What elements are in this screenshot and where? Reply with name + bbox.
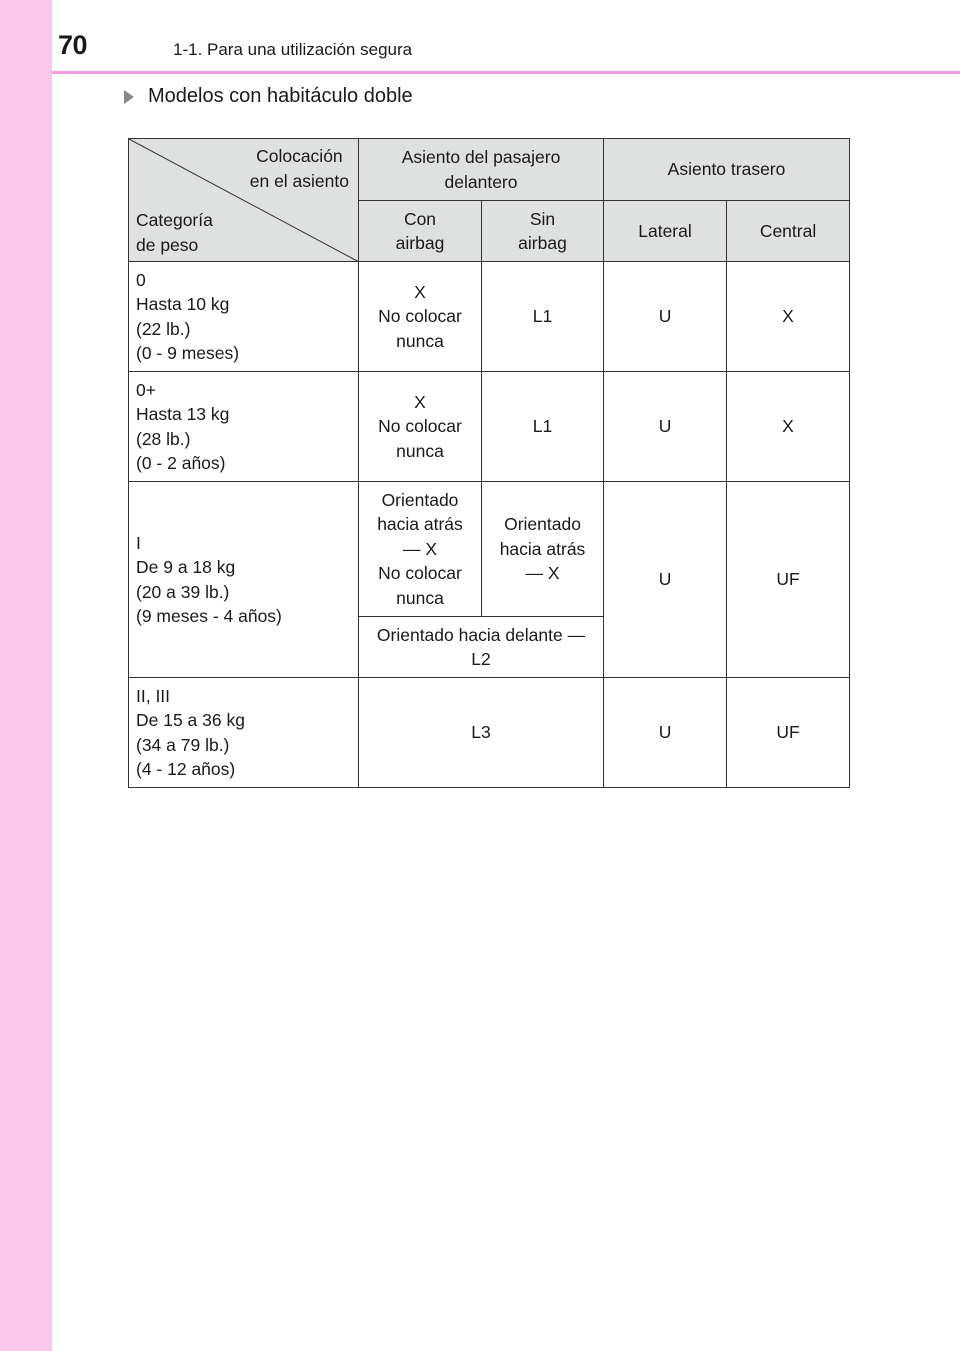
front-passenger-cell: L3 (359, 678, 604, 788)
seat-suitability-table (128, 138, 850, 788)
lateral-header: Lateral (604, 201, 727, 262)
central-cell: X (727, 262, 850, 372)
rear-seat-header: Asiento trasero (604, 139, 850, 201)
with-airbag-cell: X No colocar nunca (359, 262, 482, 372)
margin-band (0, 0, 52, 1351)
without-airbag-cell: Orientado hacia atrás — X (482, 482, 604, 617)
weight-category-cell: 0+ Hasta 13 kg (28 lb.) (0 - 2 años) (129, 372, 359, 482)
weight-category-cell: 0 Hasta 10 kg (22 lb.) (0 - 9 meses) (129, 262, 359, 372)
with-airbag-header: Con airbag (359, 201, 482, 262)
corner-seat-position-label: Colocación en el asiento (249, 146, 349, 191)
triangle-bullet-icon (124, 90, 134, 104)
lateral-cell: U (604, 678, 727, 788)
subsection-heading (124, 85, 413, 108)
forward-facing-cell: Orientado hacia delante — L2 (359, 617, 604, 678)
with-airbag-cell: Orientado hacia atrás — X No colocar nunca (359, 482, 482, 617)
corner-weight-category-label: Categoría de peso (136, 210, 213, 255)
central-header: Central (727, 201, 850, 262)
lateral-cell: U (604, 482, 727, 678)
lateral-cell: U (604, 372, 727, 482)
weight-category-cell: I De 9 a 18 kg (20 a 39 lb.) (9 meses - 4 años) (129, 482, 359, 678)
table-row (129, 482, 850, 617)
weight-category-cell: II, III De 15 a 36 kg (34 a 79 lb.) (4 - 12 años) (129, 678, 359, 788)
subsection-title: Modelos con habitáculo doble (148, 85, 413, 107)
with-airbag-cell: X No colocar nunca (359, 372, 482, 482)
central-cell: UF (727, 482, 850, 678)
without-airbag-cell: L1 (482, 372, 604, 482)
table-row (129, 262, 850, 372)
central-cell: X (727, 372, 850, 482)
lateral-cell: U (604, 262, 727, 372)
table-corner-cell (129, 139, 359, 262)
table-row (129, 678, 850, 788)
front-passenger-header: Asiento del pasajero delantero (359, 139, 604, 201)
without-airbag-header: Sin airbag (482, 201, 604, 262)
without-airbag-cell: L1 (482, 262, 604, 372)
header-rule (52, 71, 960, 74)
section-title: 1-1. Para una utilización segura (173, 40, 413, 59)
table-row (129, 372, 850, 482)
page-number: 70 (58, 30, 88, 60)
central-cell: UF (727, 678, 850, 788)
